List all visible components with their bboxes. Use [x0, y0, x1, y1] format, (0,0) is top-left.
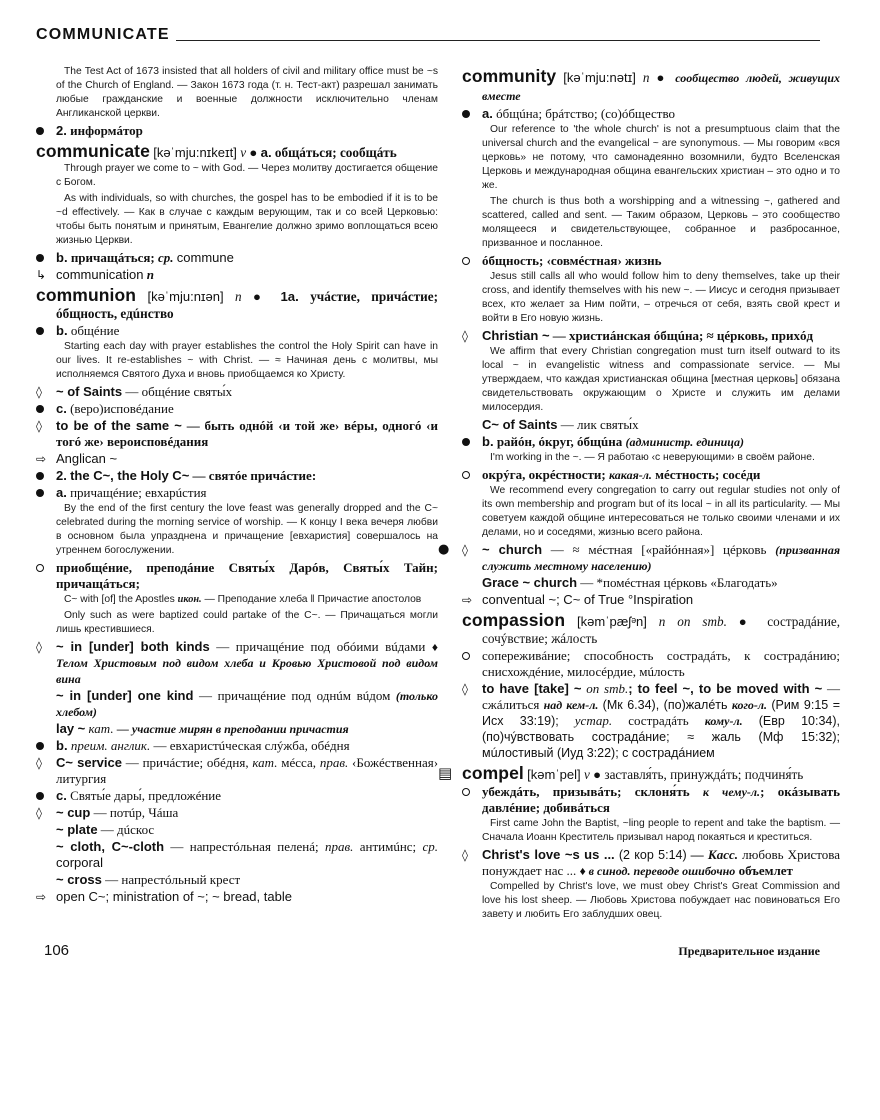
example: First came John the Baptist, ~ling people to repent and take the baptism. — Сначала Иоанн Креститель призывал народ покаяться и креститься. — [482, 818, 840, 843]
see-arrow-icon: ⇨ — [36, 890, 47, 904]
bullet-icon — [36, 250, 50, 266]
idiom: lay ~ кат. — участие мирян в преподании причастия — [56, 721, 349, 736]
idiom: ◊ ~ of Saints — общéние святы́х — [36, 384, 233, 399]
example: Only such as were baptized could partake of the C~. — Причащаться могли лишь крестившиеся. — [56, 610, 438, 635]
sense-o: убеждáть, призывáть; склоня́ть к чему-л.; окáзывать давлéние; добивáться — [462, 784, 840, 816]
idiom: ◊ to be of the same ~ — быть однóй ‹и той же› вéры, одногó ‹и тогó же› вероисповéдания — [36, 418, 438, 449]
edition-note: Предварительное издание — [678, 944, 820, 958]
entry-communion: communion [kəˈmju:nɪən] n ● 1a. учáстие, причáстие; óбщность, едúнство — [36, 285, 439, 321]
bullet-icon — [36, 485, 50, 501]
columns — [36, 64, 840, 924]
pronunciation: [kəˈmju:nɪkeɪt] — [153, 145, 237, 160]
diamond-icon: ◊ — [462, 848, 468, 862]
headword: community — [462, 66, 557, 86]
idiom: ● ◊ ~ church — ≈ мéстная [«райóнная»] цéрковь (призванная служить местному населению) — [438, 542, 841, 573]
diamond-icon: ◊ — [36, 640, 42, 654]
derivative: ↳ communication n — [36, 267, 154, 282]
example: The church is thus both a worshipping and a witnessing ~, gathered and scattered, called and sent. — Таким образом, Церковь – это сообщество молящееся и свидетельствующее, собранное и разбросанное, призванное и посланное. — [482, 196, 840, 249]
entry-compel: ▤ compel [kəmˈpel] v ● заставля́ть, принуждáть; подчиня́ть — [438, 763, 804, 783]
idiom: C~ of Saints — лик святы́х — [482, 417, 639, 432]
pronunciation: [kəmˈpæʃᵊn] — [577, 614, 647, 629]
sense-o: сопереживáние; способность сострадáть, к сострадáнию; снисхождéние, милосéрдие, мúлость — [462, 648, 840, 680]
pronunciation: [kəˈmju:nɪən] — [147, 289, 224, 304]
idiom: Grace ~ church — *помéстная цéрковь «Благодать» — [482, 575, 778, 590]
see-also: ⇨ open C~; ministration of ~; ~ bread, table — [36, 889, 292, 904]
idiom: ~ cloth, C~-cloth — напрестóльная пеленá; прав. антимúнс; ср. corporal — [56, 839, 439, 870]
bullet-icon: ● — [249, 145, 258, 160]
derivation-arrow-icon: ↳ — [36, 268, 47, 282]
idiom: ◊ C~ service — причáстие; обéдня, кат. мéсса, прав. ‹Божéственная› литургия — [36, 755, 439, 786]
circle-icon — [462, 253, 476, 269]
example: C~ with [of] the Apostles икон. — Преподание хлеба ‖ Причастие апостолов — [64, 594, 422, 605]
example: By the end of the first century the love feast was generally dropped and the C~ celebrated during the morning service of worship. — К концу I века вечеря любви в основном была упразднена и причащение [евхаристия] совершалось на утреннем богослужении. — [56, 503, 438, 556]
book-icon: ▤ — [438, 764, 453, 782]
diamond-icon: ◊ — [36, 385, 42, 399]
bullet-icon — [36, 323, 50, 339]
bullet-icon: ● — [253, 289, 270, 304]
bomb-icon: ● — [438, 542, 450, 557]
headword: communicate — [36, 141, 150, 161]
entry-compassion: compassion [kəmˈpæʃᵊn] n on smb. ● сострадáние, сочýвствие; жáлость — [462, 610, 841, 646]
headword: compassion — [462, 610, 566, 630]
example: Starting each day with prayer establishes the control the Holy Spirit can have in our lives. It re-establishes ~ with Christ. — ≈ Начиная день с молитвы, мы исполняемся Святого Духа и вновь приобщаемся ко Христу. — [56, 341, 438, 380]
right-column — [438, 64, 841, 924]
sense-informer: 2. информáтор — [36, 123, 438, 139]
sense-b: b. причащáться; ср. commune — [36, 250, 438, 266]
sense-o: óбщность; ‹совмéстная› жизнь — [462, 253, 840, 269]
circle-icon — [462, 784, 476, 800]
diamond-icon: ◊ — [36, 806, 42, 820]
page-footer — [36, 942, 820, 959]
see-also: ⇨ conventual ~; C~ of True °Inspiration — [462, 592, 694, 607]
example: Jesus still calls all who would follow him to deny themselves, take up their cross, and identify themselves with his new ~. — Иисус и сегодня призывает всех, кто желает за Ним пойти, – отречься от себя, взять свой крест и войти в Его новую жизнь. — [482, 271, 840, 324]
idiom: ~ cross — напрестóльный крест — [56, 872, 241, 887]
diamond-icon: ◊ — [462, 329, 468, 343]
left-column — [36, 64, 438, 906]
idiom: ◊ ~ cup — потúр, Чáша — [36, 805, 179, 820]
bullet-icon: ● — [738, 614, 756, 629]
idiom: ◊ Christ's love ~s us ... (2 кор 5:14) — Касс. любовь Христова понуждает нас ... ♦ в синод. переводе ошибочно объемлет — [462, 847, 841, 878]
sense-a: a. óбщúна; брáтство; (со)óбщество — [462, 106, 840, 122]
running-head-title: COMMUNICATE — [36, 26, 170, 43]
example: Compelled by Christ's love, we must obey Christ's Great Commission and love his lost sheep. — Любовь Христова побуждает нас повиноваться Его завету и любить Его заблудших овец. — [482, 881, 840, 920]
diamond-icon: ◊ — [462, 682, 468, 696]
sense-2: 2. the C~, the Holy C~ — святóе причáстие: — [36, 468, 438, 484]
see-arrow-icon: ⇨ — [36, 452, 47, 466]
idiom: ~ in [under] one kind — причащéние под однúм вúдом (только хлебом) — [56, 688, 439, 719]
headword: communion — [36, 285, 137, 305]
bullet-icon — [36, 468, 50, 484]
bullet-icon — [36, 123, 50, 139]
sense-o: окрýга, окрéстности; какая-л. мéстность; сосéди — [462, 467, 840, 483]
sense-c: c. (веро)исповéдание — [36, 401, 438, 417]
example: Our reference to 'the whole church' is not a presumptuous claim that the universal church and the evangelical ~ are synonymous. — Мы говорим «вся церковь» не потому, что самонадеянно возомнили, будто Вселенская Церковь и международная община евангельских христиан – это одно и то же. — [482, 124, 840, 191]
running-head-rule — [176, 40, 820, 41]
page-number: 106 — [44, 942, 70, 959]
sense-2b: b. преим. англик. — евхаристúческая слýжба, обéдня — [36, 738, 438, 754]
diamond-icon: ◊ — [462, 543, 468, 557]
idiom: ◊ Christian ~ — христиáнская óбщúна; ≈ цéрковь, прихóд — [462, 328, 814, 343]
example: As with individuals, so with churches, the gospel has to be embodied if it is to be ~d effectively. — Как в случае с каждым верующим, так и со всей Церковью: чтобы быть понятым и принятым, Евангелие должно зримо воплощаться всею жизнью Церкви. — [56, 193, 438, 246]
see-arrow-icon: ⇨ — [462, 593, 473, 607]
bullet-icon — [462, 434, 476, 450]
example: We recommend every congregation to carry out regular studies not only of its own membership and program but of its local ~ in all its particularity. — Мы советуем каждой общине интересоваться не только своими членами и их делами, но и соседями, жизнью всего района. — [482, 485, 840, 538]
sense-b: b. общéние — [36, 323, 438, 339]
diamond-icon: ◊ — [36, 756, 42, 770]
sense-2c: c. Святы́е дары́, предложéние — [36, 788, 438, 804]
example: Through prayer we come to ~ with God. — Через молитву достигается общение с Богом. — [56, 163, 438, 188]
bullet-icon — [36, 738, 50, 754]
example: We affirm that every Christian congregation must turn itself outward to its local ~ in evangelistic witness and compassionate service. — Мы утверждаем, что каждая христианская община [местная церковь] обязана свидетельствовать окружающим о Христе и служить им делами милосердия. — [482, 346, 840, 413]
pronunciation: [kəˈmju:nətɪ] — [563, 70, 636, 85]
bullet-icon — [36, 788, 50, 804]
sense-2a: a. причащéние; евхарúстия — [36, 485, 438, 501]
entry-communicate: communicate [kəˈmju:nɪkeɪt] v ● a. общáться; сообщáть — [36, 141, 397, 161]
running-head — [36, 26, 820, 44]
idiom: ◊ ~ in [under] both kinds — причащéние под обóими вúдами ♦ Телом Христовым под видом хлеба и Кровью Христовой под видом вина — [36, 639, 439, 686]
idiom: ~ plate — дúскос — [56, 822, 155, 837]
bullet-icon — [36, 401, 50, 417]
sense-b: b. райóн, óкруг, óбщúна (администр. единица) — [462, 434, 840, 450]
diamond-icon: ◊ — [36, 419, 42, 433]
circle-icon — [36, 560, 50, 576]
pronunciation: [kəmˈpel] — [527, 767, 581, 782]
bullet-icon — [462, 106, 476, 122]
sense-o: приобщéние, преподáние Святы́х Дарóв, Святы́х Тайн; причащáться; — [36, 560, 438, 592]
see-also: ⇨ Anglican ~ — [36, 451, 118, 466]
circle-icon — [462, 648, 476, 664]
headword: compel — [462, 763, 524, 783]
entry-community: community [kəˈmju:nətɪ] n ● сообщество людей, живущих вместе — [462, 66, 841, 103]
idiom: ◊ to have [take] ~ on smb.; to feel ~, to be moved with ~ — сжáлиться над кем-л. (Мк 6.34), (по)жалéть кого-л. (Рим 9:15 = Исх 33:19); устар. сострадáть кому-л. (Евр 10:34), (по)чýвствовать сострадáние; ≈ жаль (Мф 15:32); мúлостивый (Иуд 3:22); с сострадáнием — [462, 681, 841, 760]
circle-icon — [462, 467, 476, 483]
example: I'm working in the ~. — Я работаю ‹с неверующими› в своём районе. — [490, 452, 815, 463]
example-test-act: The Test Act of 1673 insisted that all holders of civil and military office must be ~s of the Church of England. — Закон 1673 года (т. н. Тест-акт) разрешал занимать любые гражданские и военные должности исключительно членам Англиканской церкви. — [56, 66, 438, 119]
bullet-icon: ● — [656, 70, 669, 85]
bullet-icon: ● — [593, 767, 602, 782]
